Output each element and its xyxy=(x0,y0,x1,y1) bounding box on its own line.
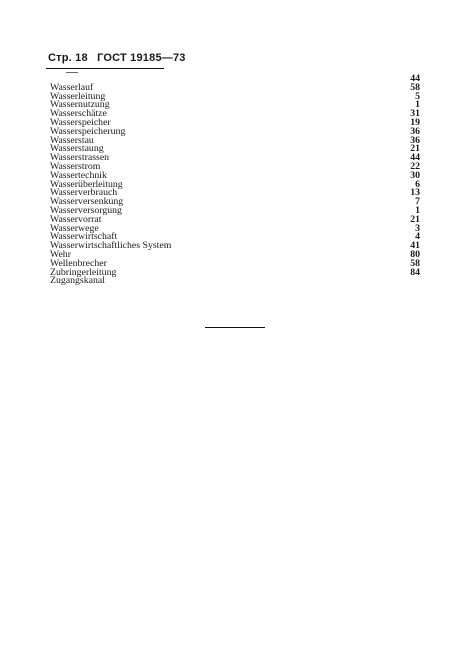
index-term: Wasserwege xyxy=(50,222,99,234)
header-mark xyxy=(66,72,78,73)
index-term: Wassernutzung xyxy=(50,99,110,111)
index-term: Wasserleitung xyxy=(50,90,106,102)
index-term: Wehr xyxy=(50,248,71,260)
index-list xyxy=(50,75,420,286)
index-page-number: 36 xyxy=(410,134,420,146)
index-term: Wasserüberleitung xyxy=(50,178,123,190)
index-term: Wasserstrom xyxy=(50,160,101,172)
index-term: Wasserlauf xyxy=(50,81,94,93)
index-term: Wassertechnik xyxy=(50,169,107,181)
index-row xyxy=(50,125,420,137)
page-number: Стр. 18 xyxy=(48,52,88,64)
index-term: Wellenbrecher xyxy=(50,257,107,269)
index-page-number: 80 xyxy=(410,248,420,260)
index-row xyxy=(50,213,420,225)
index-row xyxy=(50,81,420,93)
index-term: Zugangskanal xyxy=(50,275,105,287)
index-term: Wasserwirtschaftliches System xyxy=(50,240,172,252)
index-page-number: 4 xyxy=(415,231,420,243)
index-page-number: 30 xyxy=(410,169,420,181)
index-page-number: 22 xyxy=(410,160,420,172)
index-term: Wasservorrat xyxy=(50,213,102,225)
index-page-number: 84 xyxy=(410,266,420,278)
index-row xyxy=(50,242,420,251)
index-page-number: 1 xyxy=(415,204,420,216)
index-page-number: 13 xyxy=(410,187,420,199)
index-term: Wasserverbrauch xyxy=(50,187,118,199)
index-term: Wasserversenkung xyxy=(50,196,124,208)
index-term: Wasserwirtschaft xyxy=(50,231,118,243)
index-page-number: 6 xyxy=(415,178,420,190)
index-row xyxy=(50,277,420,286)
index-term: Wasserstaung xyxy=(50,143,104,155)
index-term: Wasserstau xyxy=(50,134,94,146)
index-page-number: 31 xyxy=(410,108,420,120)
index-page-number: 36 xyxy=(410,125,420,137)
index-page-number: 1 xyxy=(415,99,420,111)
index-page-number: 19 xyxy=(410,116,420,128)
index-page-number: 41 xyxy=(410,240,420,252)
standard-code: ГОСТ 19185—73 xyxy=(97,52,186,64)
index-page-number: 3 xyxy=(415,222,420,234)
index-page-number: 44 xyxy=(410,73,420,84)
index-page-number: 21 xyxy=(410,213,420,225)
index-term: Wasserspeicher xyxy=(50,116,111,128)
index-row xyxy=(50,204,420,216)
index-page-number: 21 xyxy=(410,143,420,155)
header-rule xyxy=(46,68,164,69)
index-page-number: 7 xyxy=(415,196,420,208)
page-header xyxy=(48,52,186,64)
index-page-number: 5 xyxy=(415,90,420,102)
index-term: Wasserstrassen xyxy=(50,152,110,164)
end-rule xyxy=(205,327,265,328)
index-term: Wasserversorgung xyxy=(50,204,122,216)
index-page-number: 44 xyxy=(410,152,420,164)
index-term: Wasserspeicherung xyxy=(50,125,126,137)
index-row xyxy=(50,134,420,146)
index-term: Wasserschätze xyxy=(50,108,107,120)
index-row-top xyxy=(50,75,420,84)
index-page-number: 58 xyxy=(410,81,420,93)
index-row xyxy=(50,154,420,163)
index-page-number: 58 xyxy=(410,257,420,269)
index-row xyxy=(50,266,420,278)
index-term: Zubringerleitung xyxy=(50,266,117,278)
